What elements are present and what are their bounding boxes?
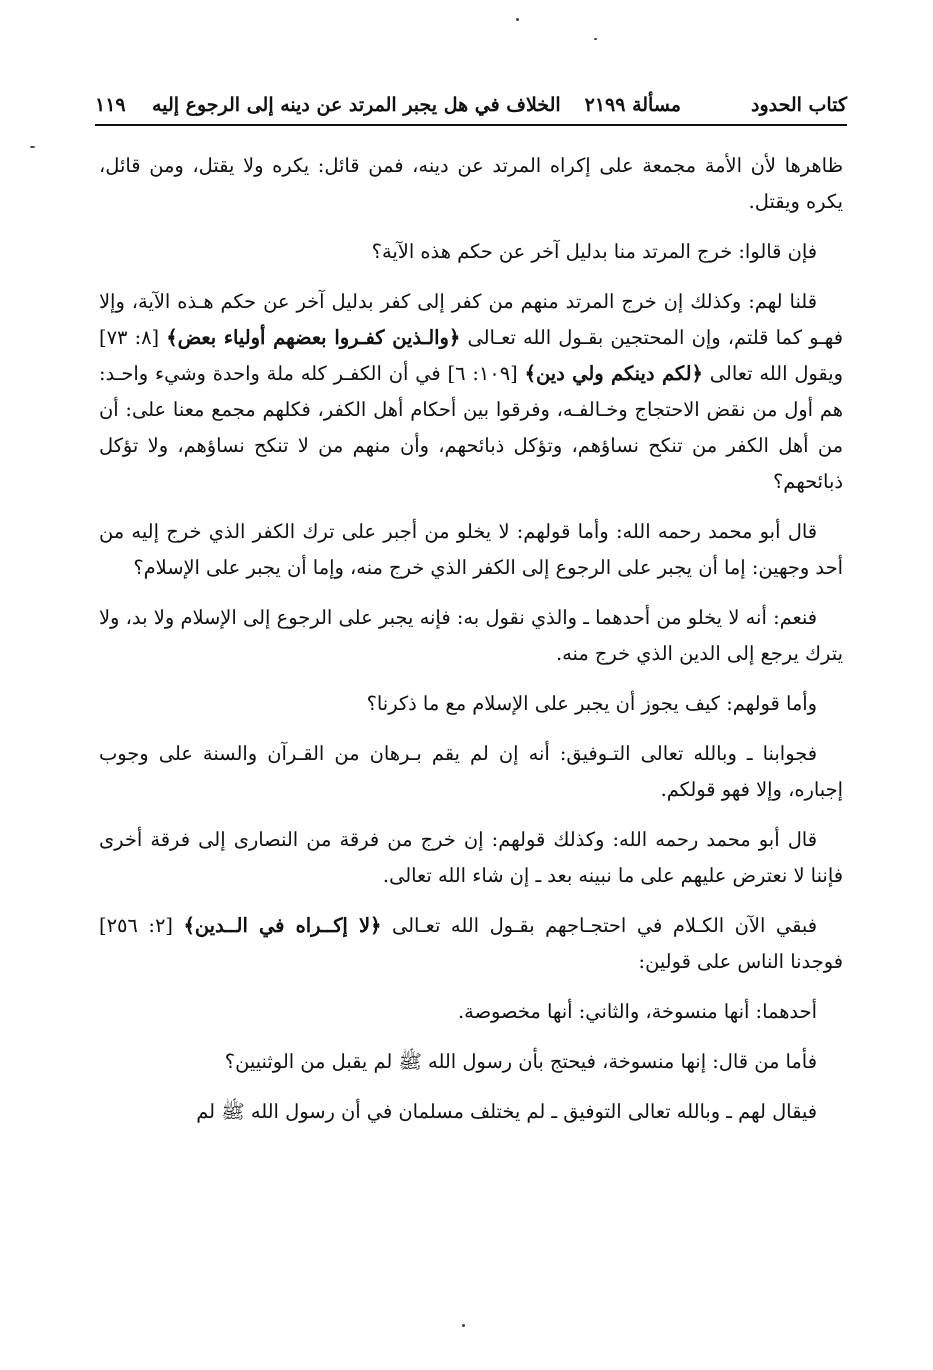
paragraph-7: فجوابنا ـ وبالله تعالى التـوفيق: أنه إن لم يقم بـرهان من القـرآن والسنة على وجوب إجباره، وإلا فهو قولكم. (99, 742, 843, 801)
paragraph-12: فيقال لهم ـ وبالله تعالى التوفيق ـ لم يختلف مسلمان في أن رسول الله ﷺ لم (196, 1100, 817, 1123)
paragraph-9-text-a: فبقي الآن الكـلام في احتجـاجهم بقـول الله تعـالى (381, 914, 818, 937)
page-body (99, 148, 843, 1130)
issue-number: مسألة ٢١٩٩ (584, 94, 681, 116)
quran-quote-3: ﴿لا إكــراه في الــدين﴾ (183, 914, 382, 937)
quran-quote-1: ﴿والـذين كفـروا بعضهم أولياء بعض﴾ (166, 326, 461, 349)
running-header (95, 88, 847, 122)
paragraph-10: أحدهما: أنها منسوخة، والثاني: أنها مخصوصة. (458, 1000, 817, 1023)
issue-title: الخلاف في هل يجبر المرتد عن دينه إلى الرجوع إليه (152, 94, 561, 116)
paragraph-3-text-c: [١٠٩: ٦] في أن الكفـر كله ملة واحدة وشيء واحـد: هم أول من نقض الاحتجاج وخـالفـه، وفرقوا بين أحكام أهل الكفر، فكلهم مجمع معنا على: أن من أهل الكفر من تنكح نساؤهم، وتؤكل ذبائحهم، وأن منهم من لا تنكح نساؤهم، ولا تؤكل ذبائحهم؟ (99, 362, 843, 493)
book-title: كتاب الحدود (750, 94, 847, 116)
paragraph-3-text-b: [٨: ٧٣] ويقول الله تعالى (99, 326, 843, 385)
quran-quote-2: ﴿لكم دينكم ولي دين﴾ (524, 362, 703, 385)
paragraph-6: وأما قولهم: كيف يجوز أن يجبر على الإسلام مع ما ذكرنا؟ (366, 692, 817, 715)
paragraph-3 (99, 284, 843, 500)
header-divider (95, 124, 847, 126)
scan-speck (30, 146, 35, 148)
paragraph-5: فنعم: أنه لا يخلو من أحدهما ـ والذي نقول به: فإنه يجبر على الرجوع إلى الإسلام ولا بد، ولا يترك يرجع إلى الدين الذي خرج منه. (99, 606, 843, 665)
paragraph-8: قال أبو محمد رحمه الله: وكذلك قولهم: إن خرج من فرقة من النصارى إلى فرقة أخرى فإننا لا نعترض عليهم على ما نبينه بعد ـ إن شاء الله تعالى. (99, 828, 843, 887)
paragraph-2: فإن قالوا: خرج المرتد منا بدليل آخر عن حكم هذه الآية؟ (371, 240, 817, 263)
page-number: ١١٩ (95, 94, 126, 116)
scan-speck (516, 18, 519, 21)
paragraph-3-text-a: قلنا لهم: وكذلك إن خرج المرتد منهم من كفر إلى كفر بدليل آخر عن حكم هـذه الآية، وإلا فهـو كما قلتم، وإن المحتجين بقـول الله تعـالى (99, 290, 844, 349)
scan-speck (594, 38, 597, 40)
paragraph-11: فأما من قال: إنها منسوخة، فيحتج بأن رسول الله ﷺ لم يقبل من الوثنيين؟ (224, 1050, 817, 1073)
paragraph-1: ظاهرها لأن الأمة مجمعة على إكراه المرتد عن دينه، فمن قائل: يكره ولا يقتل، ومن قائل، يكره ويقتل. (99, 154, 843, 213)
paragraph-9 (99, 908, 843, 980)
paragraph-9-text-b: [٢: ٢٥٦] فوجدنا الناس على قولين: (99, 914, 843, 973)
paragraph-4: قال أبو محمد رحمه الله: وأما قولهم: لا يخلو من أجبر على ترك الكفر الذي خرج إليه من أحد وجهين: إما أن يجبر على الرجوع إلى الكفر الذي خرج منه، وإما أن يجبر على الإسلام؟ (99, 520, 843, 579)
scan-speck (462, 1324, 465, 1327)
